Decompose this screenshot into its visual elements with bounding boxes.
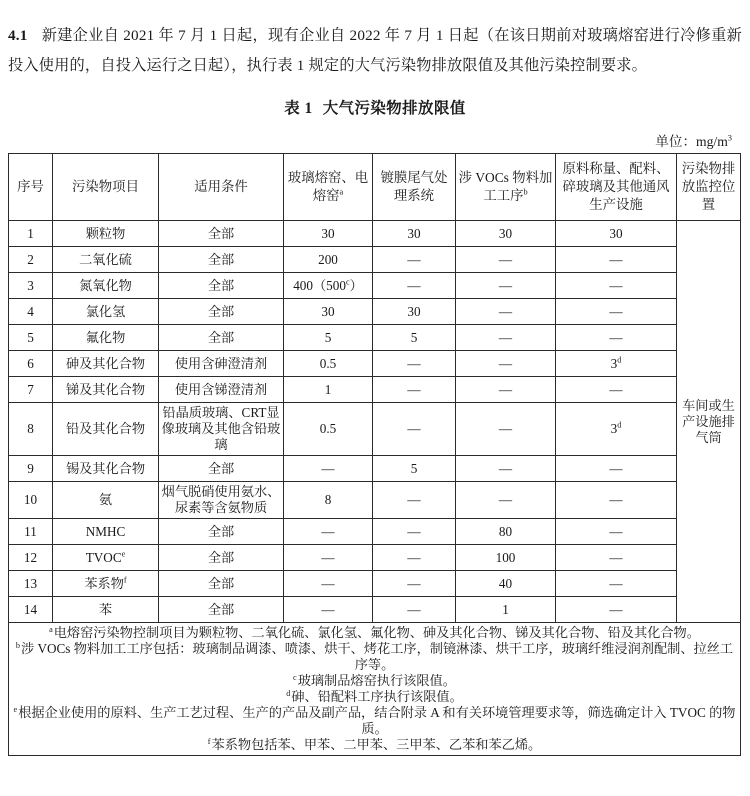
cell-coating-text: 5 — [410, 329, 418, 345]
cell-condition-text: 全部 — [207, 277, 235, 293]
cell-kiln — [284, 351, 373, 377]
cell-raw — [556, 456, 677, 482]
table-row — [9, 351, 741, 377]
table-row — [9, 545, 741, 571]
cell-raw — [556, 403, 677, 456]
cell-raw — [556, 325, 677, 351]
cell-raw-text: — — [609, 523, 623, 539]
cell-no-text: 1 — [27, 225, 34, 241]
cell-item — [53, 247, 159, 273]
cell-item — [53, 482, 159, 519]
cell-raw — [556, 545, 677, 571]
cell-item-text: 苯系物 — [84, 575, 124, 591]
cell-no — [9, 247, 53, 273]
cell-kiln-text: 8 — [324, 492, 332, 508]
cell-voc — [456, 351, 556, 377]
cell-coating — [373, 519, 456, 545]
cell-condition — [159, 273, 284, 299]
footnote-text-d: 砷、铅配料工序执行该限值。 — [291, 689, 463, 705]
cell-no — [9, 456, 53, 482]
cell-raw-text: — — [609, 251, 623, 267]
cell-coating — [373, 545, 456, 571]
cell-monitor-position: 车间或生产设施排气筒 — [677, 221, 741, 623]
cell-raw — [556, 377, 677, 403]
cell-condition-text: 全部 — [207, 329, 235, 345]
footnote-mark-b: b — [15, 640, 20, 650]
cell-kiln — [284, 273, 373, 299]
cell-no-text: 11 — [24, 523, 37, 539]
cell-coating — [373, 403, 456, 456]
cell-no — [9, 273, 53, 299]
cell-no-text: 8 — [27, 421, 34, 437]
cell-condition-text: 全部 — [207, 225, 235, 241]
cell-kiln — [284, 545, 373, 571]
document-page — [0, 15, 750, 796]
cell-voc — [456, 273, 556, 299]
table-header — [9, 154, 741, 221]
table-row — [9, 221, 741, 247]
cell-raw-text: — — [609, 601, 623, 617]
cell-no — [9, 403, 53, 456]
cell-kiln — [284, 571, 373, 597]
header-voc — [456, 154, 556, 221]
cell-kiln-text: — — [321, 549, 335, 565]
cell-voc — [456, 325, 556, 351]
cell-voc-text: 30 — [498, 225, 513, 241]
cell-raw-text: 3 — [610, 355, 618, 371]
cell-condition-text: 全部 — [207, 549, 235, 565]
cell-item — [53, 221, 159, 247]
clause-number: 4.1 — [8, 27, 28, 45]
cell-kiln — [284, 247, 373, 273]
cell-item-text: 锑及其化合物 — [65, 381, 146, 397]
cell-voc-text: — — [498, 460, 513, 476]
cell-raw — [556, 519, 677, 545]
cell-no-text: 7 — [27, 381, 34, 397]
cell-kiln — [284, 299, 373, 325]
cell-coating-text: — — [407, 523, 421, 539]
cell-kiln-text: 0.5 — [319, 421, 337, 437]
cell-condition-text: 全部 — [207, 460, 235, 476]
cell-kiln-text: — — [321, 575, 335, 591]
cell-voc-text: — — [498, 329, 513, 345]
cell-item — [53, 403, 159, 456]
header-voc-text: 涉 VOCs 物料加工工序 — [458, 170, 553, 204]
unit-value: mg/m — [696, 134, 728, 150]
cell-voc — [456, 519, 556, 545]
cell-no-text: 12 — [23, 549, 38, 565]
cell-condition — [159, 377, 284, 403]
cell-condition — [159, 545, 284, 571]
cell-no-text: 3 — [27, 277, 34, 293]
cell-kiln — [284, 221, 373, 247]
cell-kiln-text: 30 — [321, 303, 335, 319]
cell-item-text: 铅及其化合物 — [65, 421, 146, 437]
cell-condition-text: 使用含砷澄清剂 — [174, 355, 268, 371]
cell-voc-text: — — [498, 355, 513, 371]
cell-coating — [373, 247, 456, 273]
cell-coating — [373, 273, 456, 299]
table-row — [9, 519, 741, 545]
header-monitor: 污染物排放监控位置 — [677, 154, 741, 221]
cell-item-text: TVOC — [85, 549, 122, 565]
cell-kiln — [284, 519, 373, 545]
cell-condition — [159, 597, 284, 623]
cell-raw — [556, 571, 677, 597]
cell-kiln — [284, 597, 373, 623]
cell-kiln — [284, 325, 373, 351]
cell-voc — [456, 545, 556, 571]
cell-item-text: 氯化氢 — [85, 303, 126, 319]
footnote-mark-c: c — [293, 672, 297, 682]
cell-voc-text: — — [498, 251, 513, 267]
table-row — [9, 377, 741, 403]
cell-no — [9, 221, 53, 247]
cell-raw-footnote-mark: d — [617, 420, 622, 430]
cell-coating-text: — — [407, 277, 421, 293]
cell-condition-text: 全部 — [207, 601, 235, 617]
cell-item-footnote-mark: e — [121, 549, 126, 559]
footnote-mark-d: d — [286, 688, 291, 698]
cell-condition-text: 全部 — [207, 523, 235, 539]
cell-voc — [456, 221, 556, 247]
cell-no-text: 4 — [27, 303, 34, 319]
cell-coating-text: — — [407, 381, 421, 397]
cell-raw — [556, 597, 677, 623]
cell-coating-text: — — [407, 575, 421, 591]
cell-voc-text: — — [498, 303, 513, 319]
table-row — [9, 456, 741, 482]
footnote-f — [11, 737, 738, 753]
cell-raw — [556, 273, 677, 299]
cell-coating — [373, 482, 456, 519]
cell-condition — [159, 351, 284, 377]
header-kiln-text: 玻璃熔窑、电熔窑 — [287, 170, 369, 204]
cell-item-text: 氟化物 — [85, 329, 126, 345]
cell-item — [53, 299, 159, 325]
cell-condition — [159, 456, 284, 482]
cell-kiln — [284, 377, 373, 403]
cell-kiln-text: 5 — [324, 329, 332, 345]
cell-kiln-text: — — [321, 601, 335, 617]
table-row — [9, 403, 741, 456]
header-row — [9, 154, 741, 221]
cell-condition — [159, 221, 284, 247]
cell-raw-text: — — [609, 277, 623, 293]
table-row — [9, 597, 741, 623]
cell-coating-text: 30 — [407, 303, 421, 319]
cell-voc — [456, 456, 556, 482]
table-footnotes — [9, 623, 741, 756]
cell-kiln-text: 0.5 — [319, 355, 337, 371]
table-row — [9, 482, 741, 519]
footnote-e — [11, 705, 738, 737]
cell-kiln — [284, 456, 373, 482]
emission-limits-table — [8, 153, 741, 756]
cell-coating-text: — — [407, 492, 421, 508]
cell-item-footnote-mark: f — [123, 575, 127, 585]
cell-item-text: 苯 — [98, 601, 113, 617]
cell-no — [9, 597, 53, 623]
cell-coating — [373, 456, 456, 482]
cell-item-text: 氨 — [98, 492, 113, 508]
cell-no-text: 2 — [27, 251, 34, 267]
cell-no — [9, 377, 53, 403]
table-caption — [8, 96, 742, 118]
footnote-mark-a: a — [49, 624, 53, 634]
clause-text: 新建企业自 2021 年 7 月 1 日起，现有企业自 2022 年 7 月 1 日起（在该日期前对玻璃熔窑进行冷修重新投入使用的，自投入运行之日起），执行表 1 规定的大气污染物排放限值及其他污染控制要求。 — [8, 27, 742, 75]
cell-no-text: 14 — [23, 601, 38, 617]
cell-no — [9, 299, 53, 325]
cell-coating-text: — — [407, 251, 421, 267]
table-row — [9, 571, 741, 597]
cell-raw-text: — — [609, 381, 623, 397]
table-row — [9, 325, 741, 351]
cell-kiln-text: 200 — [318, 251, 338, 267]
cell-kiln-text: 1 — [324, 381, 332, 397]
cell-voc-text: 80 — [498, 523, 513, 539]
cell-item — [53, 325, 159, 351]
table-footnotes-row — [9, 623, 741, 756]
cell-condition-text: 全部 — [207, 575, 235, 591]
cell-raw-text: — — [609, 460, 623, 476]
cell-coating-text: 5 — [410, 460, 418, 476]
cell-raw-text: — — [609, 492, 623, 508]
footnote-text-b: 涉 VOCs 物料加工工序包括：玻璃制品调漆、喷漆、烘干、烤花工序，制镜淋漆、烘干工序，玻璃纤维浸润剂配制、拉丝工序等。 — [20, 641, 734, 673]
cell-coating — [373, 325, 456, 351]
cell-voc — [456, 403, 556, 456]
cell-item — [53, 597, 159, 623]
cell-condition — [159, 247, 284, 273]
cell-kiln-text: — — [321, 460, 335, 476]
cell-voc-text: — — [498, 492, 513, 508]
unit-line — [8, 130, 742, 150]
cell-no — [9, 519, 53, 545]
cell-no-text: 9 — [27, 460, 34, 476]
cell-condition-text: 使用含锑澄清剂 — [174, 381, 268, 397]
cell-kiln-text: 30 — [321, 225, 335, 241]
cell-coating — [373, 351, 456, 377]
cell-raw-text: — — [609, 329, 623, 345]
table-row — [9, 299, 741, 325]
header-kiln — [284, 154, 373, 221]
cell-voc — [456, 377, 556, 403]
cell-item — [53, 571, 159, 597]
cell-kiln-text: 400（500 — [293, 277, 346, 293]
cell-coating — [373, 597, 456, 623]
cell-condition-text: 铅晶质玻璃、CRT显像玻璃及其他含铅玻璃 — [161, 405, 281, 453]
cell-condition-text: 烟气脱硝使用氨水、尿素等含氨物质 — [161, 484, 281, 516]
cell-raw — [556, 351, 677, 377]
header-condition: 适用条件 — [159, 154, 284, 221]
cell-item — [53, 273, 159, 299]
cell-kiln-tail: ） — [349, 277, 363, 293]
cell-coating — [373, 299, 456, 325]
cell-no — [9, 571, 53, 597]
cell-coating — [373, 571, 456, 597]
cell-coating — [373, 221, 456, 247]
cell-kiln-footnote-mark: c — [345, 277, 350, 287]
cell-raw-text: 3 — [610, 421, 618, 437]
cell-no — [9, 351, 53, 377]
clause-paragraph — [8, 15, 742, 81]
cell-coating-text: — — [407, 549, 421, 565]
cell-raw-text: — — [609, 549, 623, 565]
cell-item — [53, 545, 159, 571]
footnote-text-f: 苯系物包括苯、甲苯、二甲苯、三甲苯、乙苯和苯乙烯。 — [211, 737, 542, 753]
cell-coating-text: — — [407, 421, 421, 437]
cell-no-text: 13 — [23, 575, 38, 591]
header-kiln-footnote-mark: a — [339, 187, 344, 197]
cell-raw — [556, 299, 677, 325]
footnote-a — [11, 625, 738, 641]
cell-voc — [456, 247, 556, 273]
cell-voc-text: 40 — [498, 575, 513, 591]
cell-coating-text: — — [407, 601, 421, 617]
cell-voc — [456, 299, 556, 325]
cell-condition — [159, 299, 284, 325]
cell-condition — [159, 403, 284, 456]
cell-item-text: 砷及其化合物 — [65, 355, 146, 371]
cell-coating-text: — — [407, 355, 421, 371]
cell-raw — [556, 221, 677, 247]
header-coating: 镀膜尾气处理系统 — [373, 154, 456, 221]
cell-raw-text: 30 — [609, 225, 623, 241]
table-caption-title: 大气污染物排放限值 — [322, 100, 466, 118]
cell-no — [9, 482, 53, 519]
cell-raw-text: — — [609, 303, 623, 319]
footnote-c — [11, 673, 738, 689]
cell-kiln — [284, 403, 373, 456]
cell-item-text: 二氧化硫 — [79, 251, 132, 267]
cell-voc-text: — — [498, 277, 513, 293]
cell-voc-text: 1 — [502, 601, 509, 617]
cell-voc-text: — — [498, 381, 513, 397]
cell-no — [9, 325, 53, 351]
footnote-mark-e: e — [13, 704, 18, 714]
cell-condition — [159, 482, 284, 519]
cell-raw — [556, 482, 677, 519]
table-caption-number: 表 1 — [284, 100, 313, 118]
cell-no-text: 5 — [27, 329, 34, 345]
header-raw: 原料称量、配料、碎玻璃及其他通风生产设施 — [556, 154, 677, 221]
cell-raw-text: — — [609, 575, 623, 591]
unit-exponent: 3 — [727, 132, 732, 143]
header-no: 序号 — [9, 154, 53, 221]
cell-item-text: 锡及其化合物 — [65, 460, 146, 476]
cell-voc-text: — — [498, 421, 513, 437]
cell-condition — [159, 325, 284, 351]
cell-condition — [159, 571, 284, 597]
table-body — [9, 221, 741, 756]
table-row — [9, 247, 741, 273]
footnote-mark-f: f — [207, 736, 211, 746]
cell-item — [53, 351, 159, 377]
cell-voc — [456, 571, 556, 597]
cell-raw — [556, 247, 677, 273]
cell-condition-text: 全部 — [207, 251, 235, 267]
cell-condition — [159, 519, 284, 545]
cell-voc-text: 100 — [495, 549, 516, 565]
cell-item-text: 氮氧化物 — [79, 277, 132, 293]
cell-item — [53, 456, 159, 482]
unit-label: 单位： — [655, 134, 697, 150]
cell-item — [53, 377, 159, 403]
header-voc-footnote-mark: b — [523, 187, 528, 197]
cell-kiln-text: — — [321, 523, 335, 539]
cell-kiln — [284, 482, 373, 519]
footnote-d — [11, 689, 738, 705]
footnote-b — [11, 641, 738, 673]
cell-voc — [456, 482, 556, 519]
cell-raw-footnote-mark: d — [617, 355, 622, 365]
footnote-text-c: 玻璃制品熔窑执行该限值。 — [297, 673, 456, 689]
footnote-text-e: 根据企业使用的原料、生产工艺过程、生产的产品及副产品，结合附录 A 和有关环境管理要求等，筛选确定计入 TVOC 的物质。 — [18, 705, 736, 737]
cell-item-text: 颗粒物 — [85, 225, 126, 241]
cell-no-text: 10 — [23, 492, 38, 508]
header-item: 污染物项目 — [53, 154, 159, 221]
cell-item-text: NMHC — [85, 523, 126, 539]
cell-item — [53, 519, 159, 545]
cell-no-text: 6 — [27, 355, 34, 371]
cell-coating-text: 30 — [407, 225, 421, 241]
cell-coating — [373, 377, 456, 403]
table-row — [9, 273, 741, 299]
cell-no — [9, 545, 53, 571]
cell-condition-text: 全部 — [207, 303, 235, 319]
footnote-text-a: 电熔窑污染物控制项目为颗粒物、二氧化硫、氯化氢、氟化物、砷及其化合物、锑及其化合物、铅及其化合物。 — [53, 625, 700, 641]
cell-voc — [456, 597, 556, 623]
